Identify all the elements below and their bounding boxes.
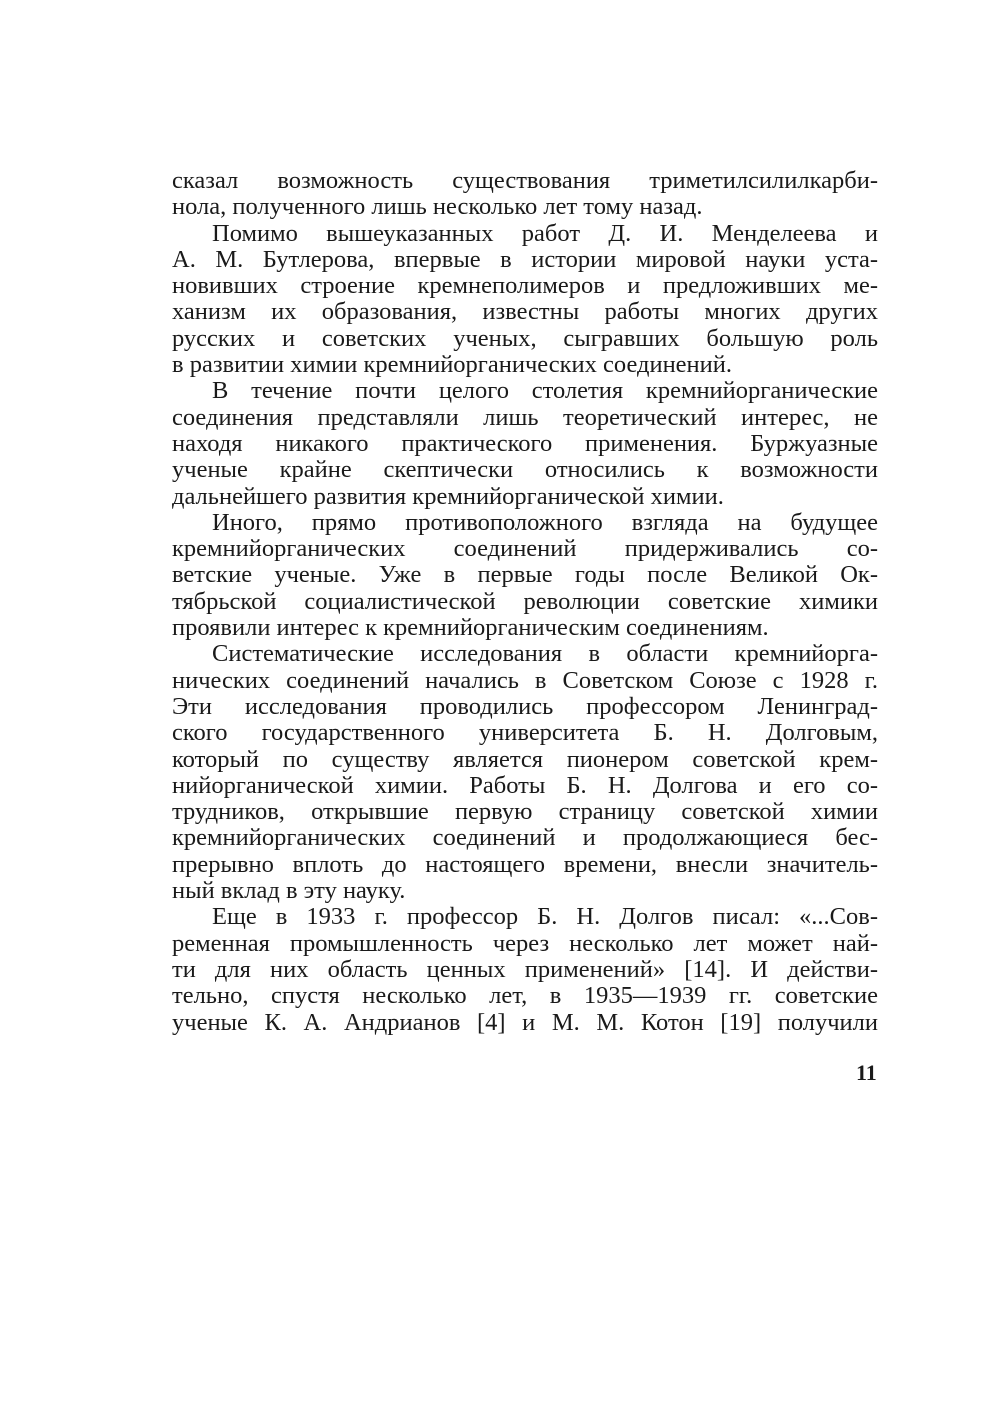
text-line: Иного, прямо противоположного взгляда на будущее — [212, 508, 878, 536]
text-line: нийорганической химии. Работы Б. Н. Долгова и его со- — [172, 771, 878, 799]
text-line: кремнийорганических соединений и продолжающиеся бес- — [172, 824, 878, 852]
text-line: в развитии химии кремнийорганических соединений. — [172, 351, 733, 379]
text-line: который по существу является пионером советской крем- — [172, 745, 878, 773]
text-line: ветские ученые. Уже в первые годы после Великой Ок- — [172, 561, 878, 589]
text-line: тябрьской социалистической революции советские химики — [172, 587, 878, 615]
text-line: русских и советских ученых, сыгравших большую роль — [172, 324, 878, 352]
text-line: нола, полученного лишь несколько лет тому назад. — [172, 193, 703, 221]
text-line: Помимо вышеуказанных работ Д. И. Менделеева и — [212, 219, 878, 247]
text-line: сказал возможность существования триметилсилилкарби- — [172, 167, 878, 194]
text-line: новивших строение кремнеполимеров и предложивших ме- — [172, 272, 878, 300]
paragraph — [172, 510, 878, 641]
text-line: ского государственного университета Б. Н. Долговым, — [172, 719, 878, 747]
text-line: В течение почти целого столетия кремнийорганические — [212, 377, 878, 405]
text-line: ти для них область ценных применений» [14]. И действи- — [172, 955, 878, 983]
paragraph — [172, 641, 878, 904]
text-line: ный вклад в эту науку. — [172, 877, 406, 905]
paragraph — [172, 904, 878, 1035]
text-line: Систематические исследования в области кремнийорга- — [212, 640, 878, 668]
text-line: Эти исследования проводились профессором Ленинград- — [172, 692, 878, 720]
text-line: ученые К. А. Андрианов [4] и М. М. Котон [19] получили — [172, 1008, 878, 1036]
page-number: 11 — [856, 1060, 877, 1085]
text-line: ханизм их образования, известны работы многих других — [172, 298, 878, 326]
text-line: находя никакого практического применения. Буржуазные — [172, 429, 878, 457]
page-body-text — [172, 168, 878, 1036]
text-line: прерывно вплоть до настоящего времени, внесли значитель- — [172, 850, 878, 878]
text-line: А. М. Бутлерова, впервые в истории мировой науки уста- — [172, 245, 878, 273]
text-line: кремнийорганических соединений придерживались со- — [172, 535, 878, 563]
paragraph — [172, 378, 878, 509]
text-line: проявили интерес к кремнийорганическим соединениям. — [172, 614, 769, 642]
text-line: тельно, спустя несколько лет, в 1935—1939 гг. советские — [172, 982, 878, 1010]
text-line: ременная промышленность через несколько лет может най- — [172, 929, 878, 957]
text-line: нических соединений начались в Советском Союзе с 1928 г. — [172, 666, 878, 694]
paragraph — [172, 221, 878, 379]
paragraph — [172, 168, 878, 221]
text-line: Еще в 1933 г. профессор Б. Н. Долгов писал: «...Сов- — [212, 903, 878, 931]
text-line: ученые крайне скептически относились к возможности — [172, 456, 878, 484]
text-line: соединения представляли лишь теоретический интерес, не — [172, 403, 878, 431]
text-line: трудников, открывшие первую страницу советской химии — [172, 798, 878, 826]
text-line: дальнейшего развития кремнийорганической химии. — [172, 482, 724, 510]
